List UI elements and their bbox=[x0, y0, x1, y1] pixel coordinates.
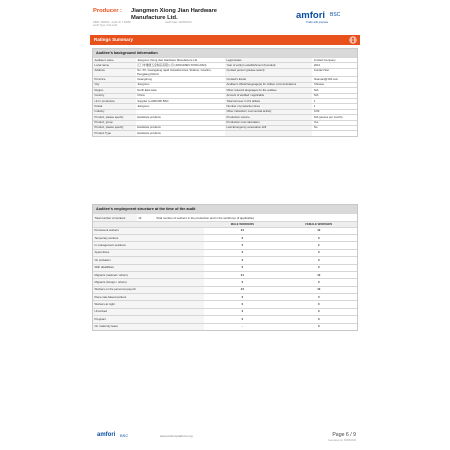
logo-tagline: Trade with purpose bbox=[306, 21, 329, 24]
audit-date-text: Audit Date: 29/05/2019 bbox=[165, 21, 192, 24]
worker-category: Migrants (national / others) bbox=[93, 272, 204, 278]
employment-row bbox=[93, 293, 357, 300]
total-workers-note: Total number of workers in the production and in the workforce (if applicable) bbox=[156, 215, 254, 220]
female-count: 0 bbox=[318, 250, 320, 255]
field-value: Jiangmen bbox=[137, 104, 150, 108]
background-row bbox=[93, 68, 357, 77]
field-value bbox=[136, 110, 225, 114]
field-label: Industry bbox=[93, 110, 136, 114]
field-label: Amount of audited / applicable bbox=[225, 94, 312, 98]
background-row bbox=[93, 125, 357, 130]
field-label: Product, group bbox=[93, 121, 136, 125]
field-value: No bbox=[313, 125, 318, 130]
female-count: 10 bbox=[317, 287, 321, 292]
field-value: 1 bbox=[313, 98, 316, 103]
female-count: 0 bbox=[318, 324, 320, 329]
audit-type-text: Audit Type: Full Audit bbox=[93, 24, 118, 28]
field-value: 江门市雄健五金制品有限公司 (JIANGMEN XIONGJIAN) bbox=[137, 63, 207, 67]
field-label: Address bbox=[93, 69, 136, 77]
female-count: 0 bbox=[318, 309, 320, 314]
field-value: hinaman@163.com bbox=[313, 77, 339, 81]
employment-row bbox=[93, 234, 357, 241]
field-value: 2012 bbox=[313, 63, 321, 67]
female-count: 0 bbox=[318, 257, 320, 262]
field-label: Production volume bbox=[225, 115, 312, 119]
male-count: 0 bbox=[241, 265, 244, 270]
employment-row bbox=[93, 286, 357, 293]
field-value: Jiangmen bbox=[137, 82, 150, 87]
male-count: 0 bbox=[241, 302, 244, 307]
amfori-logo bbox=[296, 10, 356, 26]
background-section bbox=[92, 48, 358, 137]
field-label: Contact person (please select) bbox=[225, 69, 312, 77]
background-row bbox=[93, 98, 357, 103]
field-value: 1 bbox=[313, 104, 316, 108]
male-count: 0 bbox=[241, 279, 244, 284]
field-value: Hardware products bbox=[137, 125, 161, 130]
field-label: Product, please specify bbox=[93, 115, 136, 119]
field-value: 0.00 bbox=[313, 109, 320, 114]
field-label: Legal status bbox=[225, 58, 312, 62]
audit-id-line bbox=[93, 21, 131, 27]
background-row bbox=[93, 120, 357, 125]
total-workers-label: Total number of workers bbox=[93, 214, 137, 221]
male-count: 5 bbox=[241, 242, 244, 247]
dbid-text: DBID: 366814 - Audit ID: 170050 bbox=[93, 21, 131, 24]
producer-name: Jiangmen Xiong Jian Hardware Manufacture Ltd. bbox=[131, 8, 218, 21]
field-value: China bbox=[137, 93, 145, 98]
field-value bbox=[136, 121, 225, 125]
background-title: Auditee's background information bbox=[93, 49, 357, 57]
male-count: 0 bbox=[241, 250, 244, 255]
male-count: 0 bbox=[241, 309, 244, 314]
field-value: Guangdong bbox=[137, 77, 152, 81]
male-count: 21 bbox=[240, 272, 244, 277]
employment-table bbox=[93, 227, 357, 330]
female-count: 10 bbox=[317, 272, 321, 277]
field-value: N/A bbox=[313, 88, 319, 92]
background-row bbox=[93, 93, 357, 98]
logo-word: amfori bbox=[296, 10, 326, 21]
male-count: 24 bbox=[240, 228, 244, 233]
female-count: 10 bbox=[317, 228, 321, 233]
background-row bbox=[93, 130, 357, 135]
employment-section bbox=[92, 204, 358, 331]
background-row bbox=[93, 57, 357, 62]
field-value: Contact Son bbox=[313, 68, 330, 73]
field-value bbox=[312, 131, 357, 135]
employment-row bbox=[93, 249, 357, 256]
field-value: N/A bbox=[313, 93, 319, 98]
worker-category: On probation bbox=[93, 257, 204, 263]
field-value: N/A (pieces per month) bbox=[313, 115, 343, 119]
field-value: Jiangmen Xiong Jian Hardware Manufacture Ltd. bbox=[137, 58, 198, 62]
employment-row bbox=[93, 323, 357, 330]
field-label: Other industrial / commercial activity bbox=[225, 110, 312, 114]
worker-category: Migrants (foreign / others) bbox=[93, 279, 204, 285]
worker-category: Pregnant bbox=[93, 316, 204, 322]
female-count: 0 bbox=[318, 235, 320, 240]
background-row bbox=[93, 109, 357, 114]
producer-block bbox=[93, 8, 218, 21]
female-count: 0 bbox=[318, 294, 320, 299]
field-label: Contact's Email bbox=[225, 77, 312, 81]
worker-category: Permanent workers bbox=[93, 228, 204, 234]
employment-row bbox=[93, 264, 357, 271]
field-value: Yes bbox=[313, 120, 319, 125]
field-label: Country bbox=[93, 94, 136, 98]
globe-icon[interactable] bbox=[349, 36, 357, 44]
employment-row bbox=[93, 315, 357, 322]
page-number: Page 6 / 9 bbox=[332, 432, 356, 438]
field-label: Postal bbox=[93, 104, 136, 108]
male-count: 0 bbox=[241, 316, 244, 321]
female-count: 0 bbox=[318, 316, 320, 321]
field-label: City bbox=[93, 83, 136, 87]
background-row bbox=[93, 62, 357, 67]
field-value: Hardware products bbox=[137, 115, 161, 119]
footer-bsc: BSC bbox=[120, 433, 129, 438]
report-page bbox=[90, 8, 360, 444]
ratings-summary-title: Ratings Summary bbox=[94, 37, 134, 42]
field-label: Last Emergency evacuation drill bbox=[225, 126, 312, 130]
male-count: 0 bbox=[241, 257, 244, 262]
background-row bbox=[93, 76, 357, 81]
logo-bsc: BSC bbox=[330, 12, 341, 18]
field-label: Number of production lines bbox=[225, 104, 312, 108]
background-row bbox=[93, 114, 357, 119]
footer-logo: amfori bbox=[97, 432, 116, 438]
male-count: 0 bbox=[241, 235, 244, 240]
field-label: Auditee's name bbox=[93, 58, 136, 62]
employment-row bbox=[93, 227, 357, 234]
worker-category: With disabilities bbox=[93, 265, 204, 271]
male-count: 24 bbox=[240, 287, 244, 292]
field-value: Supplier to AMFORI BSC bbox=[137, 98, 169, 103]
field-label: Local name bbox=[93, 63, 136, 67]
report-footer bbox=[90, 432, 360, 444]
male-count: - bbox=[241, 324, 243, 329]
employment-row bbox=[93, 308, 357, 315]
field-label: Product Type bbox=[93, 131, 136, 135]
employment-col-headers bbox=[93, 221, 357, 226]
male-count: 0 bbox=[241, 294, 244, 299]
worker-category: Temporary workers bbox=[93, 235, 204, 241]
employment-row bbox=[93, 256, 357, 263]
worker-category: On maternity leave bbox=[93, 324, 204, 330]
female-count: 0 bbox=[318, 279, 320, 284]
field-value: North East Asia bbox=[137, 88, 157, 92]
ratings-summary-bar bbox=[90, 35, 360, 45]
background-row bbox=[93, 103, 357, 108]
field-label: Product, please specify bbox=[93, 126, 136, 130]
generated-date: Generated on: 06/08/2019 bbox=[328, 439, 356, 442]
background-table bbox=[93, 57, 357, 136]
field-label: Unit / production bbox=[93, 99, 136, 103]
field-label: Total turnover in US dollars bbox=[225, 99, 312, 103]
field-value: No. XX, Guangdong rapid Industrial Area, Shahuo, Guanhu, Pengjiang District bbox=[137, 68, 212, 76]
employment-row bbox=[93, 271, 357, 278]
employment-title: Auditee's employment structure at the time of the audit bbox=[93, 205, 357, 213]
field-value: Chinese bbox=[313, 82, 325, 87]
field-label: Province bbox=[93, 77, 136, 81]
producer-label: Producer : bbox=[93, 8, 122, 14]
col-female-workers: FEMALE WORKERS bbox=[305, 222, 333, 226]
employment-row bbox=[93, 241, 357, 248]
worker-category: In management positions bbox=[93, 242, 204, 248]
female-count: 0 bbox=[318, 265, 320, 270]
field-label bbox=[225, 131, 312, 135]
field-label: Other relevant languages for the auditee bbox=[225, 88, 312, 92]
footer-url[interactable]: www.amfori-platform.org bbox=[160, 434, 193, 438]
background-row bbox=[93, 87, 357, 92]
total-workers-value: 12 bbox=[138, 215, 142, 220]
field-label: Year of entity's establishment (founded) bbox=[225, 63, 312, 67]
worker-category: Workers on the personnel payroll bbox=[93, 287, 204, 293]
employment-col-blank bbox=[93, 222, 204, 226]
total-workers-row bbox=[93, 213, 357, 221]
background-row bbox=[93, 82, 357, 87]
female-count: 2 bbox=[318, 242, 320, 247]
female-count: 0 bbox=[318, 302, 320, 307]
field-label: Region bbox=[93, 88, 136, 92]
field-value: Limited Company bbox=[313, 58, 336, 62]
worker-category: Apprentices bbox=[93, 250, 204, 256]
employment-row bbox=[93, 300, 357, 307]
worker-category: Unionised bbox=[93, 309, 204, 315]
worker-category: Piece rate-based workers bbox=[93, 294, 204, 300]
field-label: Production cost calculation bbox=[225, 121, 312, 125]
field-label: Auditee's official language(s) for written communications bbox=[225, 83, 312, 87]
report-header bbox=[90, 8, 360, 34]
col-male-workers: MALE WORKERS bbox=[230, 222, 255, 226]
employment-row bbox=[93, 278, 357, 285]
field-value: Hardware products bbox=[137, 131, 161, 135]
worker-category: Workers at night bbox=[93, 301, 204, 307]
